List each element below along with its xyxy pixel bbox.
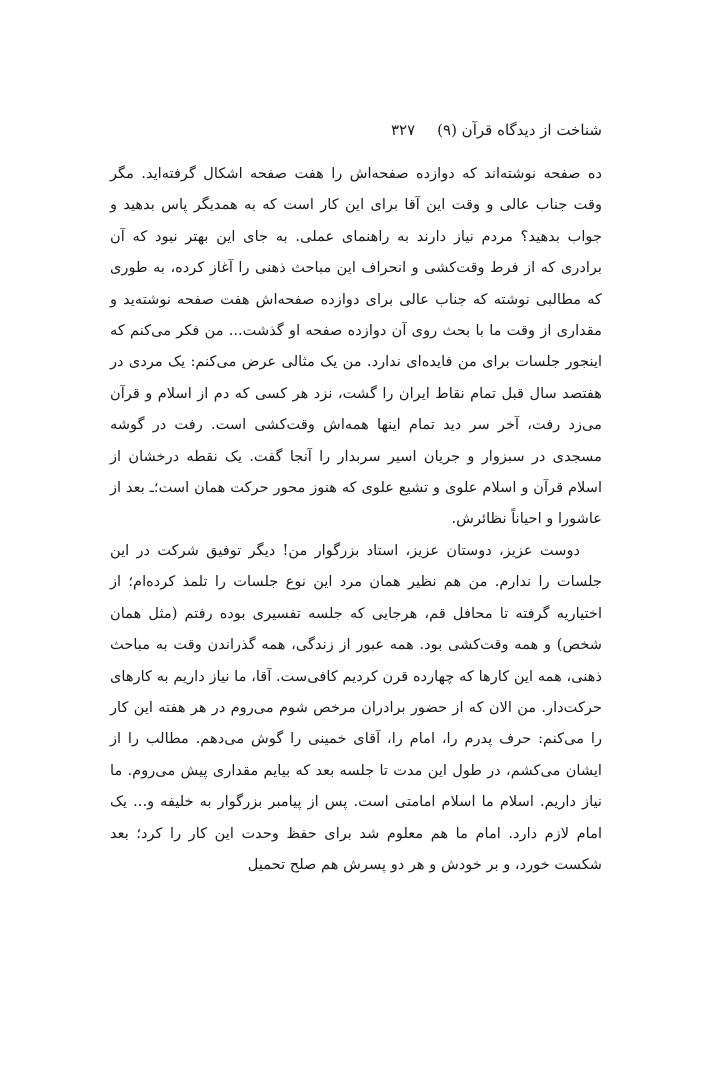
book-page (110, 118, 602, 880)
running-head (110, 118, 602, 144)
body-paragraph-2: دوست عزیز، دوستان عزیز، استاد بزرگوار من! دیگر توفیق شرکت در این جلسات را ندارم. من هم نظیر همان مرد این نوع جلسات را تلمذ کرده‌ام؛ از اختیاریه گرفته تا محافل قم، هرجایی که جلسه تفسیری بوده رفتم (مثل همان شخص) و همه وقت‌کشی بود. همه عبور از زندگی، همه گذراندن وقت به مباحث ذهنی، همه این کارها که چهارده قرن کردیم کافی‌ست. آقا، ما نیاز داریم به کارهای حرکت‌دار. من الان که از حضور برادران مرخص شوم می‌روم در هر هفته این کار را می‌کنم: حرف پدرم را، امام را، آقای خمینی را گوش می‌دهم. مطالب را از ایشان می‌کشم، در طول این مدت تا جلسه بعد که بیایم مقداری پیش می‌روم. ما نیاز داریم. اسلام ما اسلام امامتی است. پس از پیامبر بزرگوار به خلیفه و... یک امام لازم دارد. امام ما هم معلوم شد برای حفظ وحدت این کار را کرد؛ بعد شکست خورد، و بر خودش و هر دو پسرش هم صلح تحمیل (110, 541, 602, 873)
running-title: شناخت از دیدگاه قرآن (۹) (437, 121, 602, 139)
body-paragraph-1: ده صفحه نوشته‌اند که دوازده صفحه‌اش را هفت صفحه اشکال گرفته‌اید. مگر وقت جناب عالی و وقت این آقا برای این کار است که به همدیگر پاس بدهید و جواب بدهید؟ مردم نیاز دارند به راهنمای عملی. به جای این بهتر نبود که آن برادری که از فرط وقت‌کشی و انحراف این مباحث ذهنی را آغاز کرده، به طوری که مطالبی نوشته که جناب عالی برای دوازده صفحه‌اش هفت صفحه نوشته‌ید و مقداری از وقت ما با بحث روی آن دوازده صفحه او گذشت... من فکر می‌کنم که اینجور جلسات برای من فایده‌ای ندارد. من یک مثالی عرض می‌کنم: یک مردی در هفتصد سال قبل تمام نقاط ایران را گشت، نزد هر کسی که دم از اسلام و قرآن می‌زد رفت، آخر سر دید تمام اینها همه‌اش وقت‌کشی است. رفت در گوشه مسجدی در سبزوار و جریان اسیر سربدار را آنجا گفت. یک نقطه درخشان از اسلام قرآن و اسلام علوی و تشیع علوی که هنوز محور حرکت همان است؛ـ بعد از عاشورا و احیاناً نظائرش. (110, 165, 602, 528)
page-number: ۳۲۷ (390, 121, 416, 139)
